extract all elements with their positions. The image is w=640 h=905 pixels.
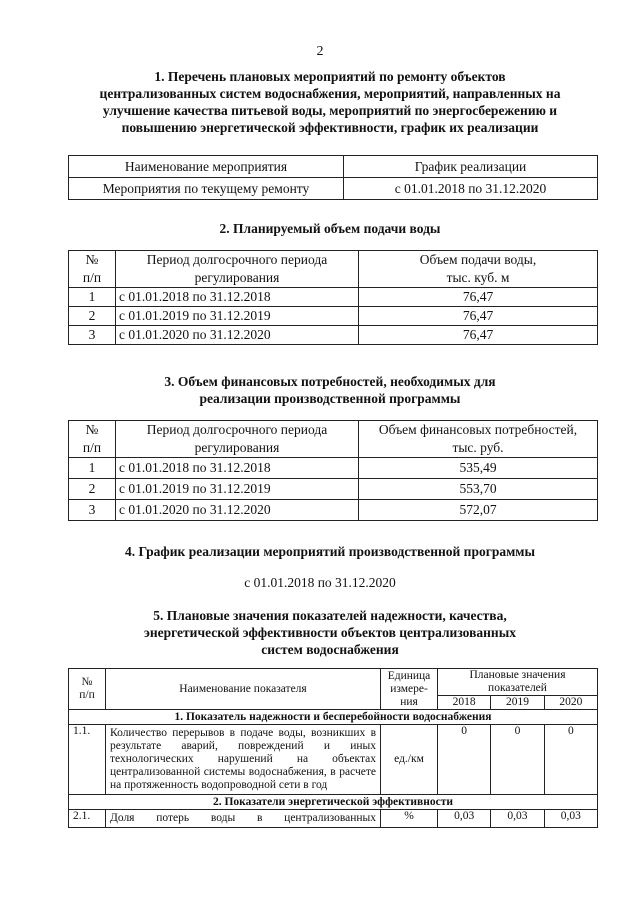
table-row [69, 458, 598, 479]
row-num: 1 [69, 458, 116, 479]
row-num: 1.1. [69, 725, 106, 795]
row-period: с 01.01.2018 по 31.12.2018 [116, 458, 359, 479]
section5-title-line: 5. Плановые значения показателей надежности, качества, [153, 608, 507, 623]
table-header-row [69, 156, 598, 178]
row-volume: 76,47 [359, 288, 598, 307]
section1-title-line: 1. Перечень плановых мероприятий по ремонту объектов [154, 69, 506, 84]
table-row [69, 479, 598, 500]
row-num: 3 [69, 326, 116, 345]
group-energy-efficiency: 2. Показатели энергетической эффективности [69, 795, 598, 810]
row-amount: 535,49 [359, 458, 598, 479]
header-period [116, 251, 359, 288]
row-indicator-name: Количество перерывов в подаче воды, возникших в результате аварий, повреждений и иных технологических нарушений на объектах централизованной системы водоснабжения, в расчете на протяженность водопроводной сети в год [106, 725, 381, 795]
header-financial-line: тыс. руб. [452, 440, 504, 455]
header-volume-line: Объем подачи воды, [419, 252, 537, 267]
row-unit: ед./км [381, 725, 438, 795]
activity-name: Мероприятия по текущему ремонту [69, 178, 344, 200]
header-num-line: № [85, 422, 99, 437]
row-volume: 76,47 [359, 307, 598, 326]
header-period-line: Период долгосрочного периода [146, 252, 328, 267]
header-indicator-name: Наименование показателя [106, 669, 381, 710]
section1-title-line: централизованных систем водоснабжения, мероприятий, направленных на [99, 86, 561, 101]
row-num: 2.1. [69, 810, 106, 828]
header-planned-line: Плановые значения [469, 669, 566, 681]
table-row [69, 178, 598, 200]
header-period-line: Период долгосрочного периода [146, 422, 328, 437]
row-unit: % [381, 810, 438, 828]
table-row [69, 725, 598, 795]
header-num [69, 251, 116, 288]
section-row [69, 710, 598, 725]
header-unit [381, 669, 438, 710]
row-period: с 01.01.2019 по 31.12.2019 [116, 479, 359, 500]
section5-title [60, 607, 600, 658]
financial-needs-table [68, 420, 598, 521]
row-amount: 572,07 [359, 500, 598, 521]
section1-title-line: улучшение качества питьевой воды, мероприятий по энергосбережению и [102, 103, 558, 118]
section3-title-line: реализации производственной программы [199, 391, 461, 406]
header-period-line: регулирования [194, 270, 280, 285]
header-unit-line: Единица [387, 669, 431, 682]
table-header-row [69, 669, 598, 696]
header-year: 2019 [491, 696, 544, 710]
section4-period: с 01.01.2018 по 31.12.2020 [244, 575, 396, 590]
indicators-table [68, 668, 598, 828]
header-period [116, 421, 359, 458]
header-unit-line: измере- [390, 682, 428, 695]
header-num-line: п/п [79, 689, 95, 701]
table-row [69, 326, 598, 345]
row-num: 2 [69, 479, 116, 500]
section1-title-line: повышению энергетической эффективности, график их реализации [121, 120, 539, 135]
row-indicator-name: Доля потерь воды в централизованных [106, 810, 381, 828]
header-num-line: п/п [82, 440, 102, 455]
row-period: с 01.01.2020 по 31.12.2020 [116, 500, 359, 521]
table-row [69, 500, 598, 521]
header-unit-line: ния [400, 695, 418, 708]
section3-title [60, 373, 600, 407]
row-period: с 01.01.2019 по 31.12.2019 [116, 307, 359, 326]
table-row [69, 288, 598, 307]
header-schedule: График реализации [344, 156, 598, 178]
table-header-row [69, 251, 598, 288]
row-value-2018: 0 [438, 725, 491, 795]
row-value-2019: 0 [491, 725, 544, 795]
row-value-2018: 0,03 [438, 810, 491, 828]
row-value-2020: 0,03 [544, 810, 597, 828]
row-num: 3 [69, 500, 116, 521]
row-value-2020: 0 [544, 725, 597, 795]
header-financial-line: Объем финансовых потребностей, [378, 422, 578, 437]
section4-title: 4. График реализации мероприятий производственной программы [124, 544, 536, 559]
header-num [69, 421, 116, 458]
table-row [69, 307, 598, 326]
header-year: 2018 [438, 696, 491, 710]
row-period: с 01.01.2020 по 31.12.2020 [116, 326, 359, 345]
header-num-line: № [85, 252, 99, 267]
group-reliability: 1. Показатель надежности и бесперебойности водоснабжения [69, 710, 598, 725]
section5-title-line: энергетической эффективности объектов централизованных [143, 625, 516, 640]
row-volume: 76,47 [359, 326, 598, 345]
section5-title-line: систем водоснабжения [261, 642, 399, 657]
row-value-2019: 0,03 [491, 810, 544, 828]
row-amount: 553,70 [359, 479, 598, 500]
row-num: 1 [69, 288, 116, 307]
header-planned-values [438, 669, 598, 696]
table-row [69, 810, 598, 828]
header-num-line: п/п [82, 270, 102, 285]
header-activity-name: Наименование мероприятия [69, 156, 344, 178]
activity-schedule: с 01.01.2018 по 31.12.2020 [344, 178, 598, 200]
section3-title-line: 3. Объем финансовых потребностей, необходимых для [164, 374, 496, 389]
header-volume [359, 251, 598, 288]
row-num: 2 [69, 307, 116, 326]
header-volume-line: тыс. куб. м [446, 270, 510, 285]
page-number: 2 [316, 44, 324, 59]
section2-title: 2. Планируемый объем подачи воды [219, 221, 441, 236]
section1-title [60, 68, 600, 136]
activities-table [68, 155, 598, 200]
header-year: 2020 [544, 696, 597, 710]
header-num-line: № [81, 676, 93, 688]
table-header-row [69, 421, 598, 458]
row-period: с 01.01.2018 по 31.12.2018 [116, 288, 359, 307]
section-row [69, 795, 598, 810]
water-supply-table [68, 250, 598, 345]
header-num [69, 669, 106, 710]
header-planned-line: показателей [488, 682, 547, 694]
header-period-line: регулирования [194, 440, 280, 455]
header-financial-needs [359, 421, 598, 458]
